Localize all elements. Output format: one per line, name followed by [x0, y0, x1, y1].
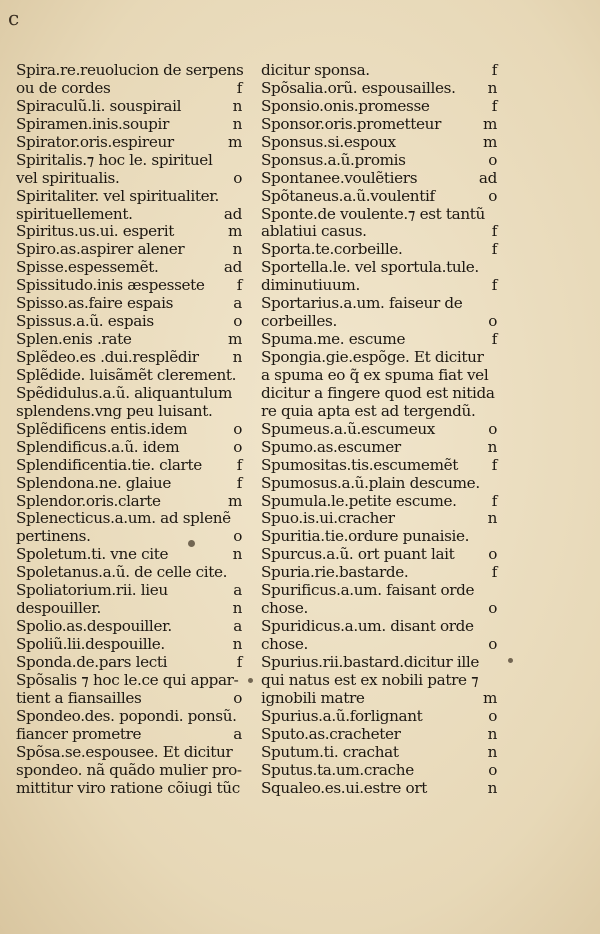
entry-text: despouiller. [16, 600, 101, 618]
dictionary-line [261, 349, 499, 367]
dictionary-line [261, 618, 499, 636]
grammar-marker: f [491, 277, 497, 295]
dictionary-line [16, 152, 248, 170]
grammar-marker: ad [478, 169, 497, 187]
dictionary-line [261, 726, 499, 744]
grammar-marker: f [491, 241, 497, 259]
dictionary-line [261, 313, 499, 331]
entry-text: diminutiuum. [261, 277, 360, 295]
dictionary-line [16, 493, 248, 511]
entry-text: corbeilles. [261, 313, 337, 331]
grammar-marker: f [491, 331, 497, 349]
entry-text: Sputum.ti. crachat [261, 743, 399, 761]
grammar-marker: m [227, 492, 242, 510]
dictionary-line [261, 170, 499, 188]
dictionary-line [261, 259, 499, 277]
grammar-marker: o [233, 438, 242, 456]
corner-mark: c [8, 6, 20, 30]
dictionary-line [16, 295, 248, 313]
dictionary-line [261, 62, 499, 80]
dictionary-line [16, 170, 248, 188]
entry-text: tient a fiansailles [16, 689, 142, 707]
grammar-marker: a [233, 582, 242, 600]
entry-text: Spumositas.tis.escumemẽt [261, 456, 459, 474]
dictionary-line [16, 206, 248, 224]
dictionary-line [261, 385, 499, 403]
dictionary-line [16, 313, 248, 331]
entry-text: Spisse.espessemẽt. [16, 259, 159, 277]
grammar-marker: f [236, 277, 242, 295]
dictionary-line [261, 780, 499, 798]
entry-text: Spurcus.a.ũ. ort puant lait [261, 546, 455, 564]
dictionary-line [261, 493, 499, 511]
entry-text: Splen.enis .rate [16, 331, 132, 349]
grammar-marker: o [488, 313, 497, 331]
dictionary-line [16, 672, 248, 690]
entry-text: Spontanee.voulẽtiers [261, 169, 418, 187]
dictionary-line [261, 600, 499, 618]
entry-text: Spuridicus.a.um. disant orde [261, 618, 474, 636]
grammar-marker: f [236, 79, 242, 97]
entry-text: Sportella.le. vel sportula.tule. [261, 259, 479, 277]
dictionary-line [261, 762, 499, 780]
grammar-marker: o [233, 528, 242, 546]
left-column [16, 62, 248, 797]
dictionary-line [16, 98, 248, 116]
entry-text: Splendificus.a.ũ. idem [16, 438, 180, 456]
entry-text: Spõtaneus.a.ũ.voulentif [261, 187, 435, 205]
dictionary-line [16, 726, 248, 744]
entry-text: Sponsor.oris.prometteur [261, 115, 441, 133]
entry-text: Spumeus.a.ũ.escumeux [261, 420, 435, 438]
dictionary-line [16, 528, 248, 546]
entry-text: Spiraculũ.li. souspirail [16, 97, 182, 115]
entry-text: Spiritus.us.ui. esperit [16, 223, 174, 241]
dictionary-line [261, 295, 499, 313]
dictionary-line [261, 116, 499, 134]
ink-spot [508, 658, 513, 663]
dictionary-line [16, 403, 248, 421]
dictionary-line [16, 546, 248, 564]
entry-text: a spuma eo q̃ ex spuma fiat vel [261, 366, 489, 384]
grammar-marker: n [232, 546, 242, 564]
grammar-marker: m [227, 133, 242, 151]
entry-text: Spoliatorium.rii. lieu [16, 582, 168, 600]
entry-text: dicitur a fingere quod est nitida [261, 384, 495, 402]
entry-text: chose. [261, 600, 308, 618]
entry-text: spondeo. nã quãdo mulier pro- [16, 761, 242, 779]
entry-text: Spolio.as.despouiller. [16, 618, 172, 636]
dictionary-line [16, 367, 248, 385]
entry-text: Spiro.as.aspirer alener [16, 241, 185, 259]
dictionary-line [16, 654, 248, 672]
entry-text: Spiramen.inis.soupir [16, 115, 169, 133]
entry-text: splendens.vng peu luisant. [16, 402, 213, 420]
grammar-marker: o [488, 600, 497, 618]
entry-text: Spissitudo.inis æspessete [16, 277, 205, 295]
dictionary-line [261, 98, 499, 116]
dictionary-line [261, 206, 499, 224]
dictionary-line [261, 546, 499, 564]
dictionary-line [16, 134, 248, 152]
dictionary-line [16, 618, 248, 636]
grammar-marker: m [482, 133, 497, 151]
entry-text: Splendificentia.tie. clarte [16, 456, 202, 474]
dictionary-line [16, 636, 248, 654]
grammar-marker: n [232, 349, 242, 366]
grammar-marker: m [227, 223, 242, 241]
dictionary-line [261, 457, 499, 475]
grammar-marker: m [482, 689, 497, 707]
grammar-marker: n [487, 510, 497, 528]
ink-spot [188, 540, 195, 547]
entry-text: Spumosus.a.ũ.plain descume. [261, 474, 480, 492]
entry-text: chose. [261, 636, 308, 653]
grammar-marker: o [233, 169, 242, 187]
grammar-marker: o [488, 420, 497, 438]
dictionary-line [261, 708, 499, 726]
dictionary-line [16, 277, 248, 295]
entry-text: Splendona.ne. glaiue [16, 474, 171, 492]
grammar-marker: n [487, 779, 497, 797]
grammar-marker: f [236, 653, 242, 671]
entry-text: ignobili matre [261, 689, 365, 707]
dictionary-line [261, 80, 499, 98]
grammar-marker: o [488, 151, 497, 169]
dictionary-line [261, 475, 499, 493]
entry-text: Splendor.oris.clarte [16, 492, 161, 510]
grammar-marker: o [233, 689, 242, 707]
grammar-marker: n [487, 743, 497, 761]
entry-text: Spõsa.se.espousee. Et dicitur [16, 743, 233, 761]
entry-text: dicitur sponsa. [261, 62, 370, 79]
grammar-marker: f [491, 456, 497, 474]
grammar-marker: f [236, 474, 242, 492]
dictionary-line [261, 654, 499, 672]
entry-text: ou de cordes [16, 79, 111, 97]
grammar-marker: f [491, 62, 497, 79]
dictionary-line [16, 80, 248, 98]
dictionary-line [16, 439, 248, 457]
ink-spot [248, 678, 253, 683]
dictionary-line [16, 690, 248, 708]
entry-text: Spoliũ.lii.despouille. [16, 636, 165, 653]
grammar-marker: n [232, 636, 242, 653]
dictionary-line [16, 259, 248, 277]
entry-text: Spondeo.des. popondi. ponsũ. [16, 707, 237, 725]
grammar-marker: n [487, 79, 497, 97]
entry-text: Sputus.ta.um.crache [261, 761, 414, 779]
dictionary-line [261, 188, 499, 206]
dictionary-line [16, 62, 248, 80]
dictionary-line [16, 385, 248, 403]
dictionary-line [261, 367, 499, 385]
entry-text: Spisso.as.faire espais [16, 295, 174, 313]
grammar-marker: ad [223, 205, 242, 223]
grammar-marker: n [487, 725, 497, 743]
entry-text: Splẽdeo.es .dui.resplẽdir [16, 349, 199, 366]
grammar-marker: o [488, 761, 497, 779]
dictionary-line [16, 241, 248, 259]
entry-text: Sponte.de voulente.⁊ est tantũ [261, 205, 485, 223]
entry-text: Splẽdificens entis.idem [16, 420, 188, 438]
entry-text: Sponda.de.pars lecti [16, 653, 168, 671]
entry-text: Spõsalis ⁊ hoc le.ce qui appar- [16, 671, 239, 689]
entry-text: Spuma.me. escume [261, 331, 406, 349]
entry-text: Splenecticus.a.um. ad splenẽ [16, 510, 231, 528]
dictionary-line [261, 582, 499, 600]
entry-text: Spurius.rii.bastard.dicitur ille [261, 653, 480, 671]
dictionary-line [261, 672, 499, 690]
entry-text: Spurificus.a.um. faisant orde [261, 582, 475, 600]
dictionary-line [16, 331, 248, 349]
dictionary-line [261, 528, 499, 546]
dictionary-line [16, 475, 248, 493]
dictionary-line [261, 421, 499, 439]
dictionary-line [261, 152, 499, 170]
entry-text: Sponsus.a.ũ.promis [261, 151, 406, 169]
grammar-marker: o [488, 187, 497, 205]
grammar-marker: a [233, 725, 242, 743]
grammar-marker: n [232, 600, 242, 618]
dictionary-line [16, 600, 248, 618]
grammar-marker: o [233, 313, 242, 331]
dictionary-line [261, 134, 499, 152]
grammar-marker: f [236, 456, 242, 474]
grammar-marker: a [233, 618, 242, 636]
entry-text: Spuritia.tie.ordure punaisie. [261, 528, 470, 546]
right-column [261, 62, 499, 797]
entry-text: Sportarius.a.um. faiseur de [261, 295, 463, 313]
grammar-marker: o [488, 546, 497, 564]
dictionary-line [16, 708, 248, 726]
entry-text: Spẽdidulus.a.ũ. aliquantulum [16, 384, 233, 402]
entry-text: Spiritaliter. vel spiritualiter. [16, 187, 220, 205]
grammar-marker: n [487, 438, 497, 456]
dictionary-line [261, 277, 499, 295]
entry-text: pertinens. [16, 528, 91, 546]
dictionary-line [261, 403, 499, 421]
grammar-marker: n [232, 241, 242, 259]
dictionary-line [16, 116, 248, 134]
dictionary-line [261, 564, 499, 582]
grammar-marker: o [488, 636, 497, 653]
entry-text: re quia apta est ad tergendũ. [261, 402, 476, 420]
entry-text: Spuria.rie.bastarde. [261, 564, 409, 582]
entry-text: Sporta.te.corbeille. [261, 241, 403, 259]
dictionary-line [16, 349, 248, 367]
entry-text: Sponsio.onis.promesse [261, 97, 430, 115]
grammar-marker: n [232, 97, 242, 115]
entry-text: spirituellement. [16, 205, 133, 223]
entry-text: fiancer prometre [16, 725, 142, 743]
dictionary-line [16, 564, 248, 582]
grammar-marker: m [482, 115, 497, 133]
entry-text: Spoletum.ti. vne cite [16, 546, 169, 564]
dictionary-line [261, 331, 499, 349]
dictionary-line [16, 744, 248, 762]
entry-text: Spirator.oris.espireur [16, 133, 174, 151]
entry-text: qui natus est ex nobili patre ⁊ [261, 671, 479, 689]
entry-text: Squaleo.es.ui.estre ort [261, 779, 428, 797]
entry-text: Sputo.as.cracheter [261, 725, 401, 743]
dictionary-line [16, 510, 248, 528]
entry-text: Spiritalis.⁊ hoc le. spirituel [16, 151, 213, 169]
entry-text: Spõsalia.orũ. espousailles. [261, 79, 456, 97]
entry-text: Sponsus.si.espoux [261, 133, 396, 151]
dictionary-line [261, 223, 499, 241]
entry-text: ablatiui casus. [261, 223, 367, 241]
entry-text: mittitur viro ratione cõiugi tũc [16, 779, 240, 797]
dictionary-line [261, 690, 499, 708]
dictionary-line [16, 780, 248, 798]
entry-text: vel spiritualis. [16, 169, 120, 187]
dictionary-line [261, 744, 499, 762]
entry-text: Spurius.a.ũ.forlignant [261, 707, 423, 725]
grammar-marker: f [491, 492, 497, 510]
entry-text: Spumo.as.escumer [261, 438, 401, 456]
dictionary-line [261, 510, 499, 528]
grammar-marker: f [491, 564, 497, 582]
grammar-marker: f [491, 223, 497, 241]
dictionary-line [261, 636, 499, 654]
entry-text: Spumula.le.petite escume. [261, 492, 457, 510]
grammar-marker: a [233, 295, 242, 313]
grammar-marker: m [227, 331, 242, 349]
dictionary-line [16, 762, 248, 780]
dictionary-line [16, 457, 248, 475]
dictionary-line [16, 188, 248, 206]
entry-text: Spissus.a.ũ. espais [16, 313, 154, 331]
dictionary-line [16, 421, 248, 439]
grammar-marker: n [232, 115, 242, 133]
grammar-marker: o [233, 420, 242, 438]
entry-text: Spira.re.reuolucion de serpens [16, 62, 244, 79]
grammar-marker: f [491, 97, 497, 115]
dictionary-line [16, 223, 248, 241]
dictionary-line [261, 241, 499, 259]
entry-text: Splẽdide. luisãmẽt clerement. [16, 366, 237, 384]
grammar-marker: o [488, 707, 497, 725]
entry-text: Spongia.gie.espõge. Et dicitur [261, 349, 484, 366]
entry-text: Spuo.is.ui.cracher [261, 510, 395, 528]
dictionary-line [16, 582, 248, 600]
entry-text: Spoletanus.a.ũ. de celle cite. [16, 564, 228, 582]
grammar-marker: ad [223, 259, 242, 277]
dictionary-line [261, 439, 499, 457]
